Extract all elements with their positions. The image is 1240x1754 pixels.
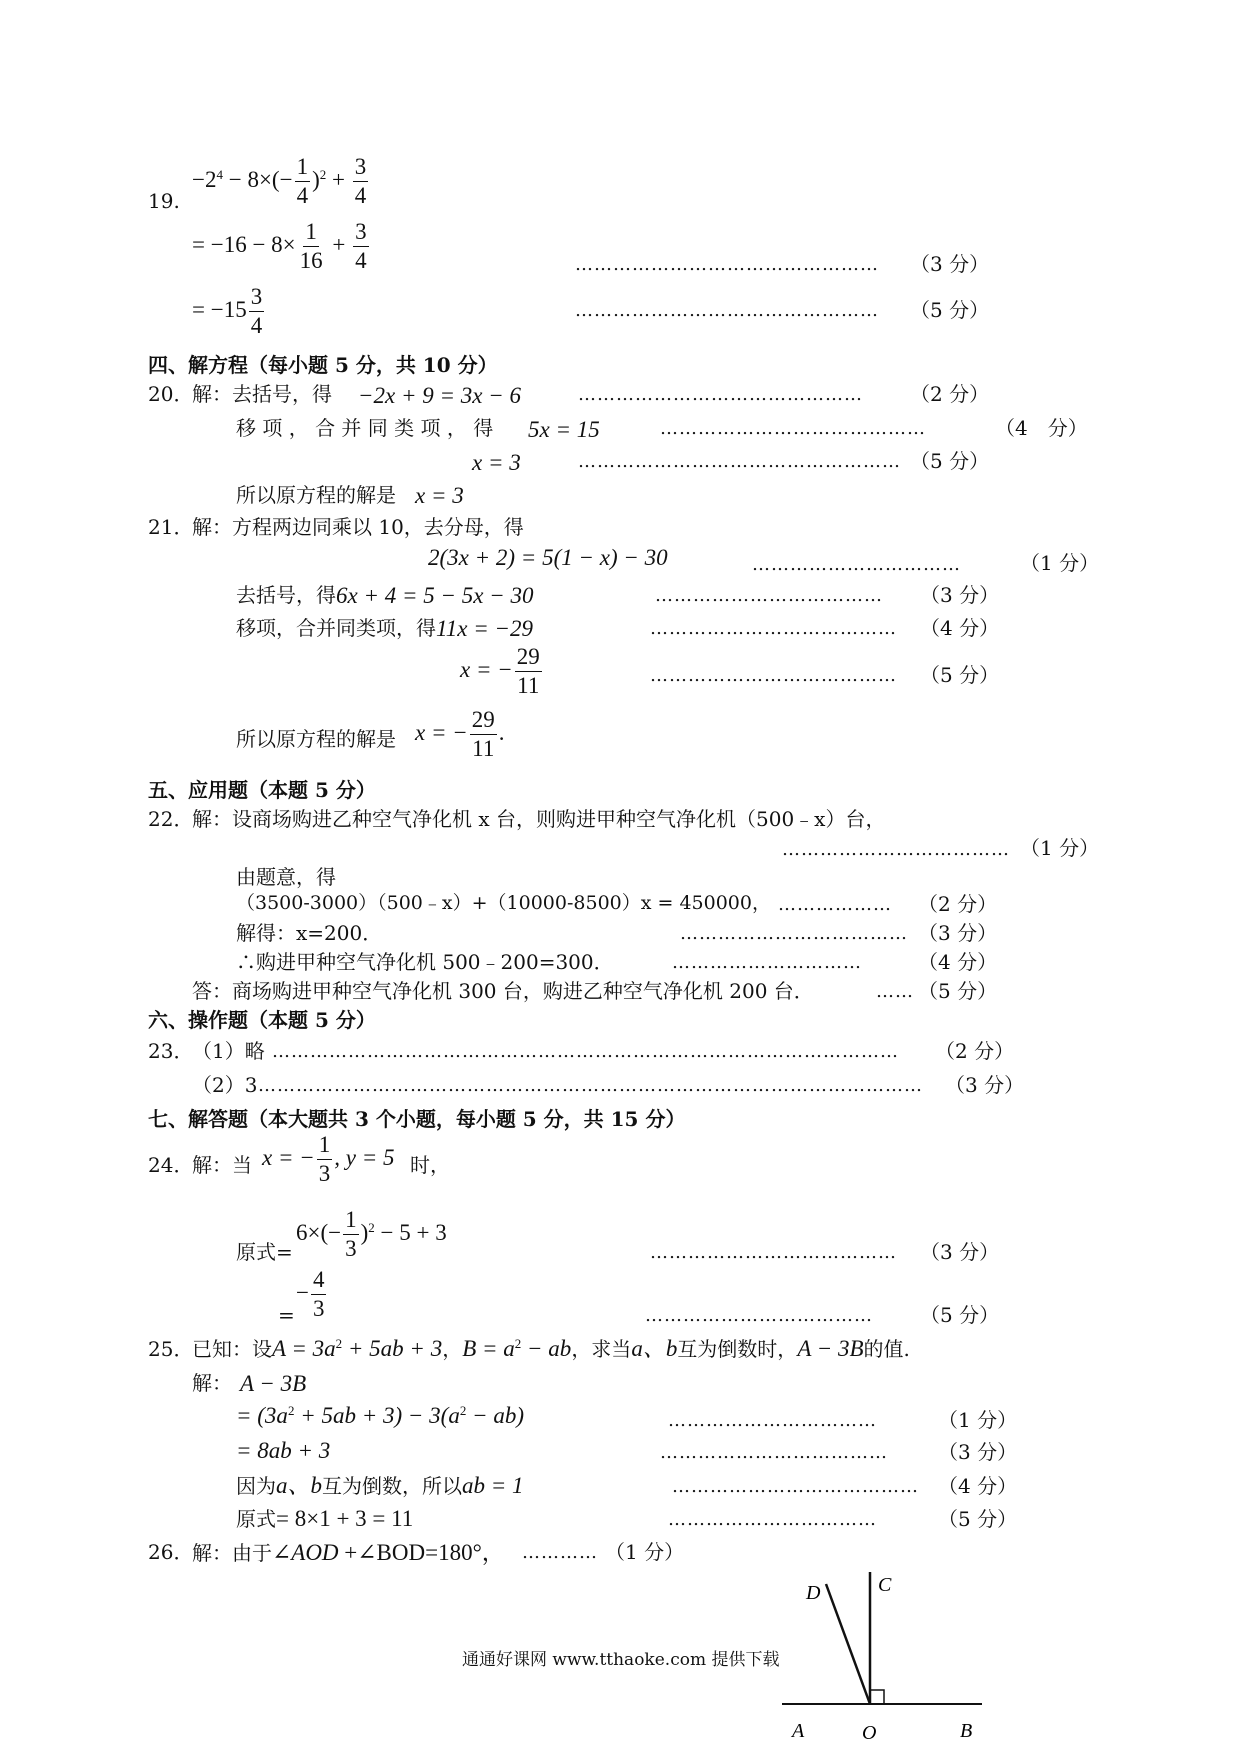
q19-step3-dots: ………………………………………… xyxy=(575,300,879,321)
q24-l1-math xyxy=(262,1133,394,1186)
q25-l1-math-a-base: A = 3a xyxy=(272,1336,336,1361)
q19-step3-frac xyxy=(249,285,265,338)
q19-step1-mid: − 8×(− xyxy=(222,166,293,192)
q26-l1-score: （1 分） xyxy=(605,1540,685,1564)
q19-step1-plus: + xyxy=(326,166,351,192)
label-a: A xyxy=(792,1720,805,1742)
q26-l1-math: ∠AOD xyxy=(272,1540,339,1565)
section6-heading: 六、操作题（本题 5 分） xyxy=(148,1008,376,1032)
q22-number: 22． xyxy=(148,807,194,831)
q20-l2-dots: …………………………………… xyxy=(660,418,926,439)
q20-l4-text: 所以原方程的解是 xyxy=(236,483,396,507)
q19-step1-frac-den: 4 xyxy=(296,183,309,209)
q23-l1-score: （2 分） xyxy=(935,1039,1015,1063)
q25-l1-math-b-rest: − ab xyxy=(521,1336,572,1361)
q19-step3-frac-den: 4 xyxy=(250,313,263,339)
q19-step2-dots: ………………………………………… xyxy=(575,254,879,275)
q22-l1-score: （1 分） xyxy=(1020,836,1100,860)
q19-step2-score: （3 分） xyxy=(910,252,990,276)
q21-l5 xyxy=(460,645,544,698)
q25-l1-text3: 互为倒数时， xyxy=(677,1337,798,1361)
q21-l6-frac xyxy=(470,708,497,761)
q20-l1-score: （2 分） xyxy=(910,382,990,406)
q21-l6-num: 29 xyxy=(470,708,497,735)
q24-l1-end: 时， xyxy=(410,1153,450,1177)
q25-l5-ab: a、b xyxy=(276,1473,322,1498)
q24-l2-score: （3 分） xyxy=(920,1240,1000,1264)
section4-heading: 四、解方程（每小题 5 分，共 10 分） xyxy=(148,353,498,377)
q22-l4-text: 解得：x=200． xyxy=(236,921,383,945)
q25-l5-text2: 互为倒数，所以 xyxy=(322,1474,462,1498)
q25-l1-math-a xyxy=(272,1336,442,1361)
q20-l1-math: −2x + 9 = 3x − 6 xyxy=(358,383,521,408)
q25-l5-text: 因为 xyxy=(236,1474,276,1498)
q25-l3-a: = (3a xyxy=(236,1403,288,1428)
label-d: D xyxy=(806,1582,821,1604)
q24-l2-inner-den: 3 xyxy=(345,1236,357,1262)
q22-l3-dots: ……………… xyxy=(778,894,892,915)
q25-l6-dots: …………………………… xyxy=(668,1509,877,1530)
q20-l3-math: x = 3 xyxy=(472,450,521,475)
q22-l3-score: （2 分） xyxy=(918,892,998,916)
q21-l5-prefix: x = − xyxy=(460,656,513,682)
label-o: O xyxy=(862,1722,877,1744)
q21-l1-text: 解：方程两边同乘以 10，去分母，得 xyxy=(192,515,524,539)
q21-l5-num: 29 xyxy=(515,645,542,672)
q25-l4-math: = 8ab + 3 xyxy=(236,1438,331,1463)
q20-l2-score: （4 分） xyxy=(995,416,1088,440)
q22-l1-text: 解：设商场购进乙种空气净化机 x 台，则购进甲种空气净化机（500﹣x）台， xyxy=(192,807,886,831)
q24-l2-num-b: ) xyxy=(360,1219,369,1245)
q25-l6-text: 原式 xyxy=(236,1507,276,1531)
q19-step2-frac2-num: 3 xyxy=(353,220,369,247)
q25-l3-score: （1 分） xyxy=(938,1408,1018,1432)
q25-l3-dots: …………………………… xyxy=(668,1410,877,1431)
q25-l1-comma: ， xyxy=(442,1337,463,1361)
q19-step2 xyxy=(192,220,371,273)
q24-l3-score: （5 分） xyxy=(920,1303,1000,1327)
q21-l5-dots: ………………………………… xyxy=(650,665,897,686)
q21-l5-den: 11 xyxy=(517,673,540,699)
section5-heading: 五、应用题（本题 5 分） xyxy=(148,778,376,802)
q23-l1-text: （1）略 xyxy=(192,1039,265,1063)
q25-l1-math-b-base: B = a xyxy=(462,1336,515,1361)
q19-step1-frac2 xyxy=(353,155,369,208)
q25-l1-math-b xyxy=(462,1336,571,1361)
q26-l1-dots: ………… xyxy=(522,1542,598,1563)
q20-l1-dots: ……………………………………… xyxy=(578,384,863,405)
q25-l1-ab: a、b xyxy=(631,1336,678,1361)
q24-l3-frac xyxy=(296,1268,328,1321)
q24-l1-num: 1 xyxy=(317,1133,333,1160)
q24-l2-num-c: − 5 + 3 xyxy=(374,1219,447,1245)
q20-l4-math: x = 3 xyxy=(415,483,464,508)
q21-l2-score: （1 分） xyxy=(1020,551,1100,575)
label-b: B xyxy=(960,1720,973,1742)
q25-l5 xyxy=(236,1474,524,1497)
q24-l3-fraction xyxy=(311,1268,327,1321)
q20-l3-score: （5 分） xyxy=(910,449,990,473)
q24-number: 24． xyxy=(148,1153,194,1177)
q22-l2-text: 由题意，得 xyxy=(236,865,336,889)
q19-step3-frac-num: 3 xyxy=(249,285,265,312)
q20-l1-text: 解：去括号，得 xyxy=(192,382,332,406)
q21-l6-text: 所以原方程的解是 xyxy=(236,727,396,751)
q25-l6 xyxy=(236,1507,413,1530)
q24-l1-den: 3 xyxy=(318,1161,331,1187)
q19-step1 xyxy=(192,155,370,208)
q21-l3-math: 6x + 4 = 5 − 5x − 30 xyxy=(336,583,534,608)
q24-l2-num-exp: 2 xyxy=(368,1220,375,1236)
q25-l1-text2: ，求当 xyxy=(571,1337,632,1361)
q25-l5-dots: ………………………………… xyxy=(672,1476,919,1497)
q25-l3-exp1: 2 xyxy=(287,1403,295,1419)
q21-l5-score: （5 分） xyxy=(920,663,1000,687)
q22-l6-score: （5 分） xyxy=(918,979,998,1003)
q21-l6 xyxy=(415,708,505,761)
q25-l4-dots: ……………………………… xyxy=(660,1442,888,1463)
q26-l1-plus: + xyxy=(338,1540,358,1565)
q19-step2-frac2 xyxy=(353,220,369,273)
q25-l1-text4: 的值. xyxy=(863,1337,910,1361)
q25-l6-score: （5 分） xyxy=(938,1507,1018,1531)
q23-l2-score: （3 分） xyxy=(945,1073,1025,1097)
q25-l1-math-b-exp: 2 xyxy=(514,1336,522,1352)
q19-step1-paren: ) xyxy=(312,166,320,192)
q25-l1-math-a-exp: 2 xyxy=(335,1336,343,1352)
q23-l1-dots: ……………………………………………………………………………………… xyxy=(272,1041,899,1062)
q20-l2-math: 5x = 15 xyxy=(528,417,600,442)
q20-l3-dots: …………………………………………… xyxy=(578,451,901,472)
ray-od xyxy=(826,1584,870,1704)
q19-step1-exp: 4 xyxy=(216,167,223,183)
q19-step1-frac2-den: 4 xyxy=(354,183,367,209)
q24-l3-minus: − xyxy=(296,1279,309,1305)
q24-l1-suffix: , y = 5 xyxy=(334,1144,395,1170)
section7-heading: 七、解答题（本大题共 3 个小题，每小题 5 分，共 15 分） xyxy=(148,1107,686,1131)
q25-l3-b: + 5ab + 3) − 3(a xyxy=(294,1403,460,1428)
q23-l2-dots: …………………………………………………………………………………………… xyxy=(258,1075,923,1096)
q24-l2-dots: ………………………………… xyxy=(650,1242,897,1263)
q19-step2-frac xyxy=(298,220,325,273)
q19-step2-frac-num: 1 xyxy=(303,220,319,247)
q22-l5-score: （4 分） xyxy=(918,950,998,974)
q19-step1-frac-num: 1 xyxy=(295,155,311,182)
label-c: C xyxy=(878,1574,892,1596)
q22-l5-dots: ………………………… xyxy=(672,952,862,973)
q21-number: 21． xyxy=(148,515,194,539)
q24-l2-num-a: 6×(− xyxy=(296,1219,342,1245)
right-angle-mark xyxy=(870,1690,884,1704)
q19-step1-frac2-num: 3 xyxy=(353,155,369,182)
q21-l4-math: 11x = −29 xyxy=(436,616,534,641)
q25-l1-text: 已知：设 xyxy=(192,1337,272,1361)
q22-l6-dots: …… xyxy=(876,981,914,1002)
q24-l2-inner-frac xyxy=(343,1208,359,1261)
q25-l3-c: − ab) xyxy=(466,1403,525,1428)
q23-number: 23． xyxy=(148,1039,194,1063)
q21-l6-end: . xyxy=(498,719,505,745)
q25-l3-exp2: 2 xyxy=(459,1403,467,1419)
q25-l1-math-c: A − 3B xyxy=(797,1336,864,1361)
angle-figure xyxy=(770,1564,1030,1754)
q22-l6-text: 答：商场购进甲种空气净化机 300 台，购进乙种空气净化机 200 台． xyxy=(192,979,814,1003)
q21-l4-text: 移项，合并同类项，得 xyxy=(236,616,436,640)
q25-l1-math-a-rest: + 5ab + 3 xyxy=(342,1336,443,1361)
q19-step1-frac xyxy=(295,155,311,208)
q19-step2-plus: + xyxy=(326,231,352,257)
q25-l3 xyxy=(236,1404,524,1427)
q25-l1 xyxy=(192,1337,910,1360)
q25-number: 25． xyxy=(148,1337,194,1361)
q25-l2-text: 解： xyxy=(192,1371,232,1395)
q20-number: 20． xyxy=(148,382,194,406)
q21-l3-dots: ……………………………… xyxy=(655,585,883,606)
q22-l4-score: （3 分） xyxy=(918,921,998,945)
q25-l6-math: = 8×1 + 3 = 11 xyxy=(276,1506,414,1531)
q24-l3-dots: ……………………………… xyxy=(645,1305,873,1326)
q19-step1-exp2: 2 xyxy=(319,167,327,183)
q24-l1-frac xyxy=(317,1133,333,1186)
q24-l1-text: 解：当 xyxy=(192,1153,252,1177)
q24-l3-eq: = xyxy=(278,1303,295,1327)
q24-l3-den: 3 xyxy=(312,1296,325,1322)
q21-l6-den: 11 xyxy=(472,736,495,762)
q19-step3 xyxy=(192,285,266,338)
q25-l2-math: A − 3B xyxy=(240,1371,307,1396)
q19-step1-prefix: −2 xyxy=(192,166,217,192)
q22-l3-text: （3500-3000）（500﹣x）+（10000-8500）x = 450000， xyxy=(236,892,771,914)
q25-l5-math: ab = 1 xyxy=(462,1473,524,1498)
q26-l1-text: 解：由于 xyxy=(192,1541,272,1565)
q23-l2-text: （2）3 xyxy=(192,1073,258,1097)
q26-l1-rest: ∠BOD=180°， xyxy=(357,1540,505,1565)
q19-step2-frac-den: 16 xyxy=(299,248,323,274)
q22-l5-text: ∴购进甲种空气净化机 500﹣200=300． xyxy=(236,950,614,974)
q20-l2-text: 移 项 ， 合 并 同 类 项 ， 得 xyxy=(236,416,494,440)
q21-l4-dots: ………………………………… xyxy=(650,618,897,639)
q24-l2-numerator xyxy=(296,1208,447,1261)
q21-l6-prefix: x = − xyxy=(415,719,468,745)
q26-number: 26． xyxy=(148,1540,194,1564)
q19-step3-score: （5 分） xyxy=(910,298,990,322)
q21-l5-frac xyxy=(515,645,542,698)
q21-l3-text: 去括号，得 xyxy=(236,583,336,607)
q25-l4-score: （3 分） xyxy=(938,1440,1018,1464)
q19-step2-prefix: = −16 − 8× xyxy=(192,231,296,257)
footer-credit: 通通好课网 www.tthaoke.com 提供下载 xyxy=(462,1650,780,1670)
q26-l1 xyxy=(192,1541,505,1564)
q24-l2-inner-num: 1 xyxy=(343,1208,359,1235)
q19-number: 19. xyxy=(148,189,180,213)
q19-step2-frac2-den: 4 xyxy=(355,248,367,274)
q19-step3-prefix: = −15 xyxy=(192,296,247,322)
q24-l3-num: 4 xyxy=(311,1268,327,1295)
q24-l2-label: 原式= xyxy=(236,1240,293,1264)
q21-l4-score: （4 分） xyxy=(920,616,1000,640)
q22-l1-dots: ……………………………… xyxy=(782,839,1010,860)
q21-l2-dots: …………………………… xyxy=(752,554,961,575)
q25-l5-score: （4 分） xyxy=(938,1474,1018,1498)
q21-l2-math: 2(3x + 2) = 5(1 − x) − 30 xyxy=(428,545,668,570)
q22-l4-dots: ……………………………… xyxy=(680,923,908,944)
q21-l3-score: （3 分） xyxy=(920,583,1000,607)
q24-l1-prefix: x = − xyxy=(262,1144,315,1170)
